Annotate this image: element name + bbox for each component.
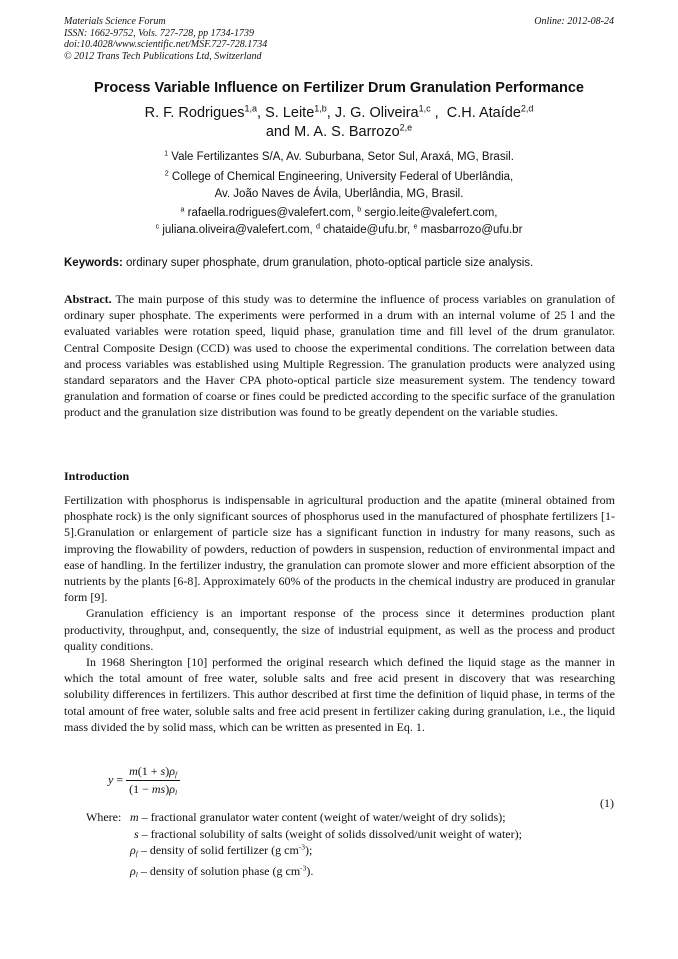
author-name: J. G. Oliveira	[334, 105, 419, 121]
introduction-body	[64, 492, 615, 735]
paper-title: Process Variable Influence on Fertilizer Drum Granulation Performance	[94, 80, 584, 96]
keywords-label: Keywords:	[64, 257, 123, 269]
journal-header	[64, 16, 267, 62]
where-item: s – fractional solubility of salts (weight of solids dissolved/unit weight of water);	[134, 826, 522, 841]
author-name: M. A. S. Barrozo	[294, 124, 400, 140]
affiliation-2	[0, 169, 678, 203]
eq-equals: =	[116, 772, 124, 787]
abstract-label: Abstract.	[64, 292, 112, 306]
author-name: S. Leite	[265, 105, 315, 121]
eq-fraction	[126, 764, 180, 797]
journal-name: Materials Science Forum	[64, 16, 166, 27]
introduction-heading: Introduction	[64, 469, 130, 483]
author-list	[0, 104, 678, 142]
affil-text: College of Chemical Engineering, University Federal of Uberlândia,	[171, 171, 514, 183]
keywords-text: ordinary super phosphate, drum granulation, photo-optical particle size analysis.	[126, 257, 534, 269]
affil-sup: 1	[164, 149, 169, 158]
affil-sup: 2	[164, 169, 169, 178]
email-sup: a	[180, 205, 185, 214]
email-address[interactable]: juliana.oliveira@valefert.com,	[162, 224, 313, 236]
affil-text: Vale Fertilizantes S/A, Av. Suburbana, Setor Sul, Araxá, MG, Brasil.	[171, 151, 514, 163]
author-sup: 1,c	[418, 103, 431, 114]
where-label: Where:	[86, 810, 122, 824]
eq-denominator: $(1 - ms)\rho_l$	[129, 782, 178, 797]
where-item: $\rho_l$ – density of solution phase (g $cm^{-3}$).	[130, 863, 314, 879]
equation-number: (1)	[600, 796, 614, 810]
intro-paragraph-2: Granulation efficiency is an important response of the process since it determines production plant productivity, throughput, and, consequently, the size of industrial equipment, as well as the process and product quality conditions.	[64, 606, 615, 653]
where-list	[86, 809, 616, 879]
intro-paragraph-3: In 1968 Sherington [10] performed the original research which defined the liquid stage as the manner in which the total amount of free water, soluble salts and free acid present in discovery that was researching solubility differences in fertilizers. This author described at first time the definition of liquid phase, in terms of the total amount of free water, soluble salts and free acid present in fertilizer caking during granulation, i.e., the liquid mass divided the by solid mass, which can be written as presented in Eq. 1.	[64, 655, 615, 734]
author-sup: 1,b	[314, 103, 327, 114]
email-sup: e	[413, 222, 418, 231]
email-address[interactable]: rafaella.rodrigues@valefert.com,	[187, 207, 355, 219]
where-item: m – fractional granulator water content (weight of water/weight of dry solids);	[130, 810, 506, 824]
intro-paragraph-1: Fertilization with phosphorus is indispensable in agricultural production and the apatite (mineral obtained from phosphate rock) is the only significant sources of phosphorus used in the manufactured of phosphate fertilizers [1-5].Granulation or enlargement of particle size has a significant function in industry for many reasons, such as improving the flowability of powders, reduction of powders in suspension, reduction of environmental impact and ease of handling. In the fertilizer industry, the granulation can promote slower and more efficient absorption of the nutrients by the plants [6-8]. Approximately 60% of the products in the chemical industry are produced in granular form [9].	[64, 493, 615, 605]
affiliation-1	[0, 149, 678, 166]
email-sup: b	[357, 205, 362, 214]
author-line-2	[0, 123, 678, 142]
email-address[interactable]: masbarrozo@ufu.br	[420, 224, 523, 236]
author-and: and	[265, 124, 291, 140]
abstract-text: The main purpose of this study was to determine the influence of process variables on granulation of ordinary super phosphate. The experiments were performed in a drum with an internal volume of 25 l and the evaluated variables were rotation speed, liquid phase, granulation time and fill level of the drum granulator. Central Composite Design (CCD) was used to choose the experimental conditions. The correlation between data and process variables was established using Multiple Regression. The granulation products were analyzed using standard separators and the Haver CPA photo-optical particle size measurement system. The tendency toward granulation and formation of coarse or fines could be predicted according to the specific surface of the granulation product and the granulation size distribution was found to be greatly dependent on the variable studies.	[64, 292, 615, 420]
author-sup: 1,a	[244, 103, 258, 114]
email-address[interactable]: chataide@ufu.br,	[323, 224, 411, 236]
author-name: R. F. Rodrigues	[144, 105, 245, 121]
where-item: $\rho_f$ – density of solid fertilizer (g $cm^{-3}$);	[130, 842, 313, 858]
online-date: Online: 2012-08-24	[534, 16, 614, 27]
doi-line: doi:10.4028/www.scientific.net/MSF.727-728.1734	[64, 39, 268, 50]
email-sup: c	[155, 222, 160, 231]
abstract	[64, 291, 615, 421]
equation-1	[108, 764, 408, 797]
affil-text: Av. João Naves de Ávila, Uberlândia, MG, Brasil.	[214, 188, 464, 200]
eq-numerator: $m(1 + s)\rho_f$	[126, 764, 180, 781]
author-name: C.H. Ataíde	[446, 105, 521, 121]
author-line-1: R. F. Rodrigues$^{1,a}$, S. Leite$^{1,b}$, J. G. Oliveira$^{1,c}$ , C.H. Ataíde$^{2,d}$	[144, 103, 534, 121]
issn-line: ISSN: 1662-9752, Vols. 727-728, pp 1734-1739	[64, 27, 254, 39]
author-sup: 2,e	[399, 122, 413, 133]
email-sup: d	[315, 222, 320, 231]
eq-lhs: y	[108, 772, 114, 787]
email-list	[0, 205, 678, 239]
copyright-line: © 2012 Trans Tech Publications Ltd, Switzerland	[64, 50, 262, 62]
keywords	[64, 257, 615, 269]
author-sup: 2,d	[520, 103, 534, 114]
email-address[interactable]: sergio.leite@valefert.com,	[364, 207, 498, 219]
